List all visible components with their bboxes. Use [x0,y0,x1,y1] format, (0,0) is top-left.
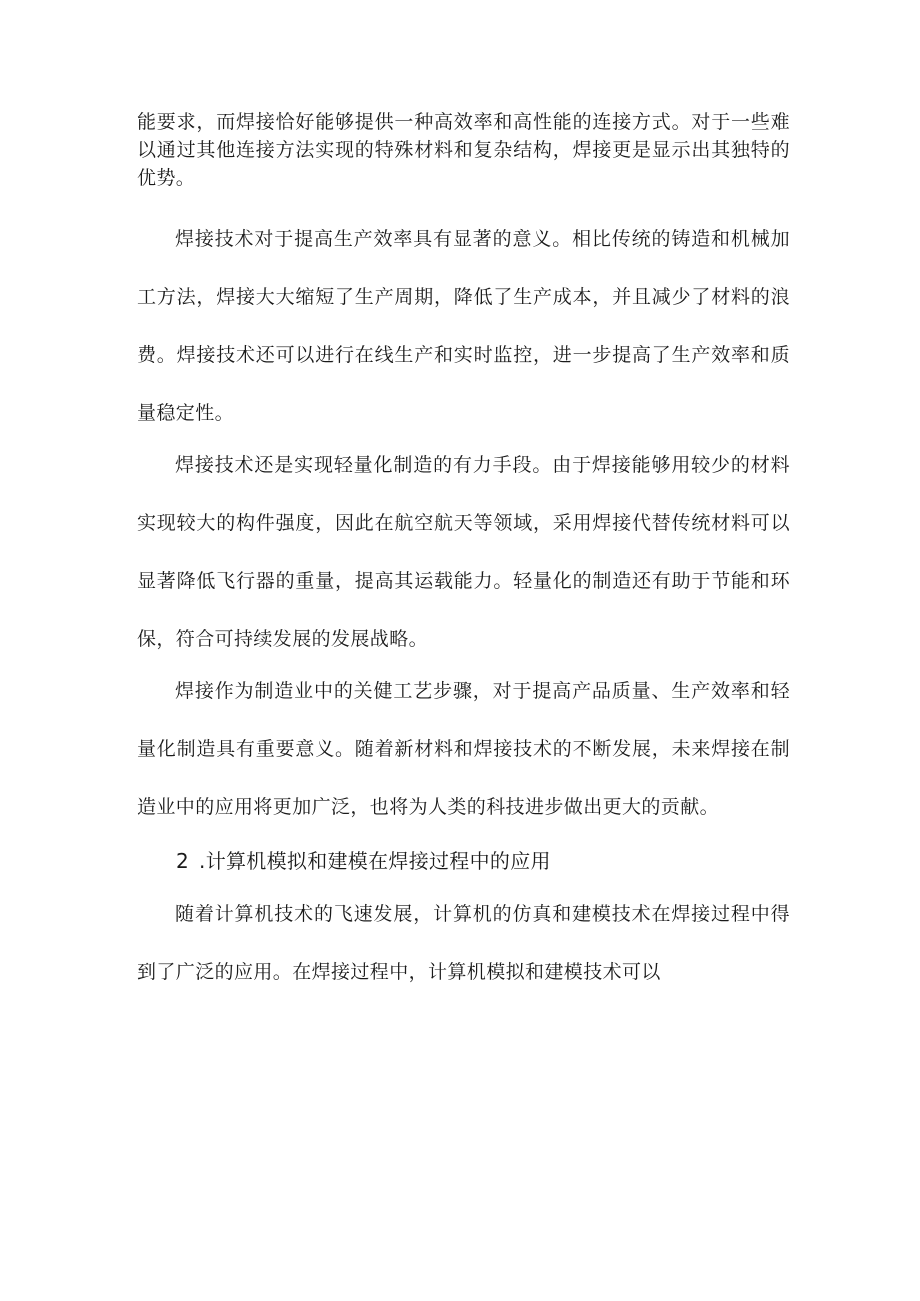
paragraph-lightweight-manufacturing: 焊接技术还是实现轻量化制造的有力手段。由于焊接能够用较少的材料实现较大的构件强度，因此在航空航天等领域，采用焊接代替传统材料可以显著降低飞行器的重量，提高其运载能力。轻量化的制造还有助于节能和环保，符合可持续发展的发展战略。 [137,454,790,650]
paragraph-production-efficiency: 焊接技术对于提高生产效率具有显著的意义。相比传统的铸造和机械加工方法，焊接大大缩短了生产周期，降低了生产成本，并且减少了材料的浪费。焊接技术还可以进行在线生产和实时监控，进一步提高了生产效率和质量稳定性。 [137,228,790,424]
section-heading [176,845,551,874]
section-number: 2 [176,849,190,873]
section-title: .计算机模拟和建模在焊接过程中的应用 [199,849,551,873]
paragraph-conclusion: 焊接作为制造业中的关健工艺步骤，对于提高产品质量、生产效率和轻量化制造具有重要意义。随着新材料和焊接技术的不断发展，未来焊接在制造业中的应用将更加广泛，也将为人类的科技进步做出更大的贡献。 [137,680,790,818]
paragraph-continuation: 能要求，而焊接恰好能够提供一种高效率和高性能的连接方式。对于一些难以通过其他连接方法实现的特殊材料和复杂结构，焊接更是显示出其独特的优势。 [137,111,790,189]
paragraph-section-intro: 随着计算机技术的飞速发展，计算机的仿真和建模技术在焊接过程中得到了广泛的应用。在焊接过程中，计算机模拟和建模技术可以 [137,903,790,983]
